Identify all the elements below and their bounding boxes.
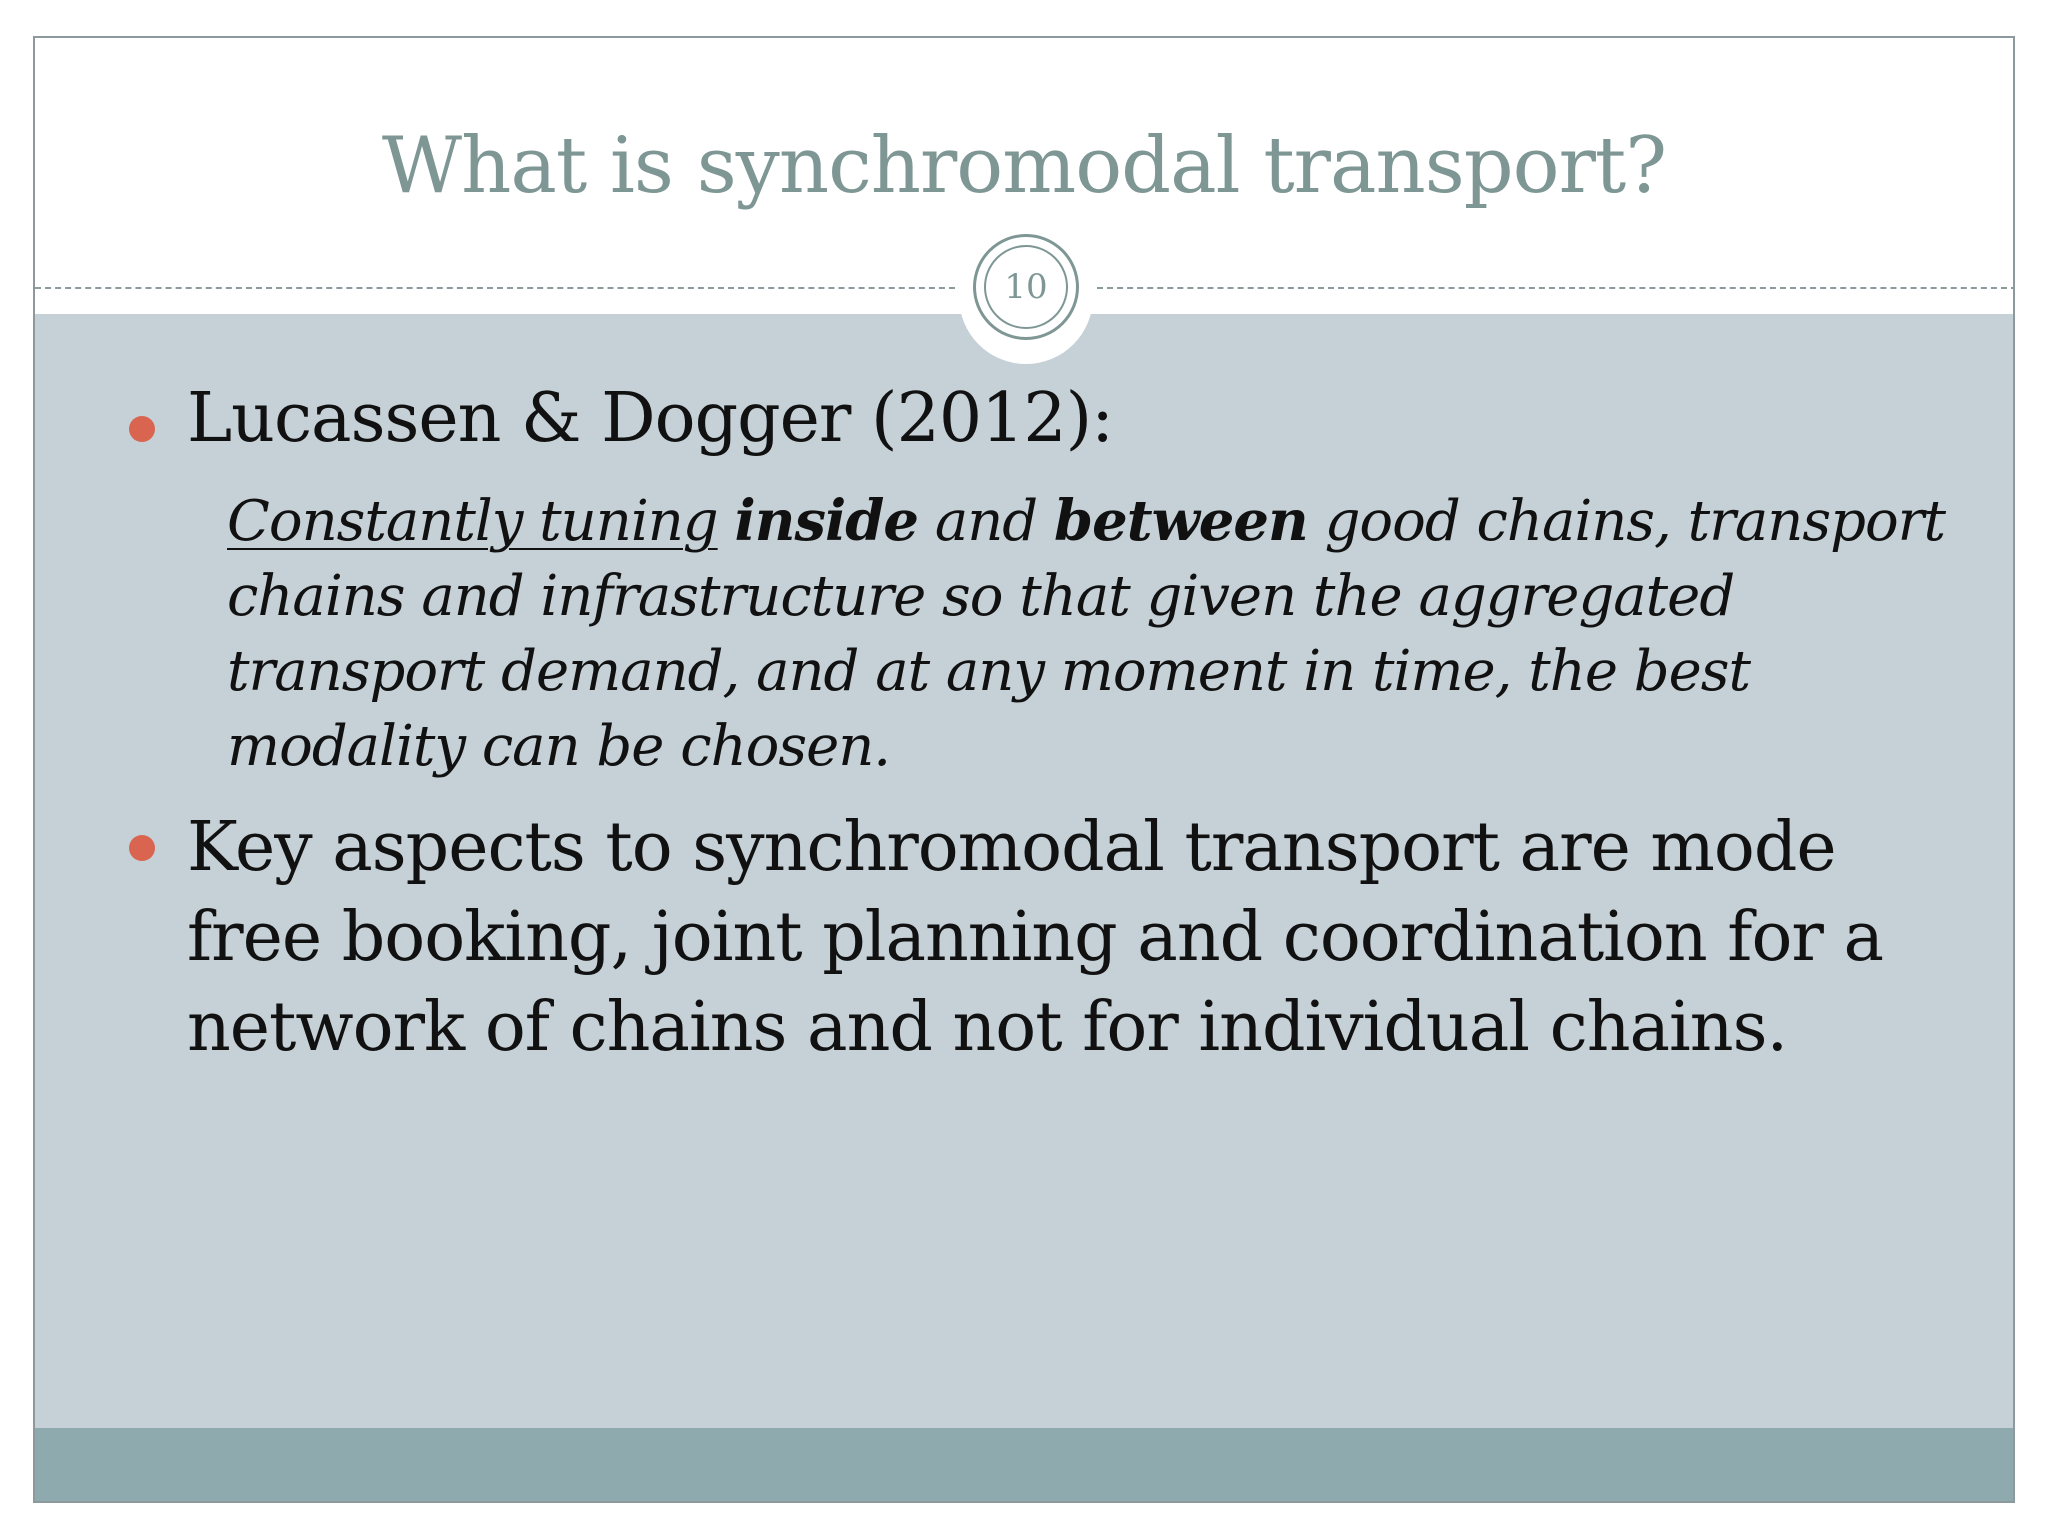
quote-rest: good chains, transport chains and infrastructure so that given the aggregated transport demand, and at any moment in time, the best modality can be chosen. (227, 489, 1945, 779)
quote-space (718, 489, 735, 554)
quote-connector: and (918, 489, 1054, 554)
slide-number-badge (973, 234, 1079, 340)
bullet-dot (129, 835, 155, 861)
definition-quote (227, 484, 1967, 784)
header-divider-left (35, 287, 955, 289)
bullet-2-text: Key aspects to synchromodal transport are mode free booking, joint planning and coordination for a network of chains and not for individual chains. (187, 808, 1884, 1067)
footer-band (35, 1428, 2013, 1501)
slide (33, 36, 2015, 1503)
quote-bold-between: between (1053, 488, 1308, 554)
quote-underlined-phrase: Constantly tuning (227, 489, 718, 554)
slide-number: 10 (984, 245, 1068, 329)
bullet-1-text: Lucassen & Dogger (2012): (187, 379, 1114, 458)
slide-title: What is synchromodal transport? (381, 121, 1667, 211)
header-divider-right (1097, 287, 2015, 289)
bullet-dot (129, 416, 155, 442)
quote-bold-inside: inside (734, 488, 919, 554)
